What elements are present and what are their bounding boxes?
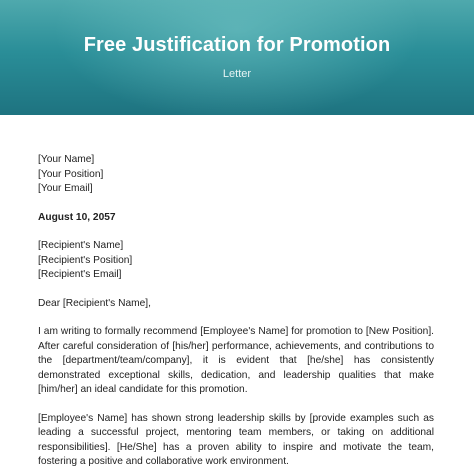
- recipient-position: [Recipient's Position]: [38, 254, 133, 266]
- sender-block: [38, 153, 434, 197]
- header-banner: [0, 0, 474, 115]
- document-subtitle: Letter: [222, 68, 252, 80]
- sender-name: [Your Name]: [38, 154, 95, 165]
- letter-date: August 10, 2057: [38, 211, 116, 223]
- letter-body: [38, 153, 434, 474]
- paragraph-leadership: [Employee's Name] has shown strong leadership skills by [provide examples such as leading a successful project, mentoring team members, or taking on additional responsibilities]. [He/She] has a proven ability to inspire and motivate the team, fostering a positive and collaborative work environment.: [38, 412, 434, 467]
- sender-position: [Your Position]: [38, 168, 104, 180]
- recipient-block: [38, 239, 434, 283]
- paragraph-recommendation: I am writing to formally recommend [Employee's Name] for promotion to [New Position]. After careful consideration of [his/her] performance, achievements, and contributions to the [department/team/company], it is evident that [he/she] has consistently demonstrated exceptional skills, dedication, and leadership qualities that make [him/her] an ideal candidate for this promotion.: [38, 326, 434, 395]
- sender-email: [Your Email]: [38, 183, 93, 194]
- document-title: Free Justification for Promotion: [83, 34, 391, 56]
- salutation: Dear [Recipient's Name],: [38, 297, 151, 309]
- recipient-email: [Recipient's Email]: [38, 269, 122, 280]
- recipient-name: [Recipient's Name]: [38, 240, 124, 251]
